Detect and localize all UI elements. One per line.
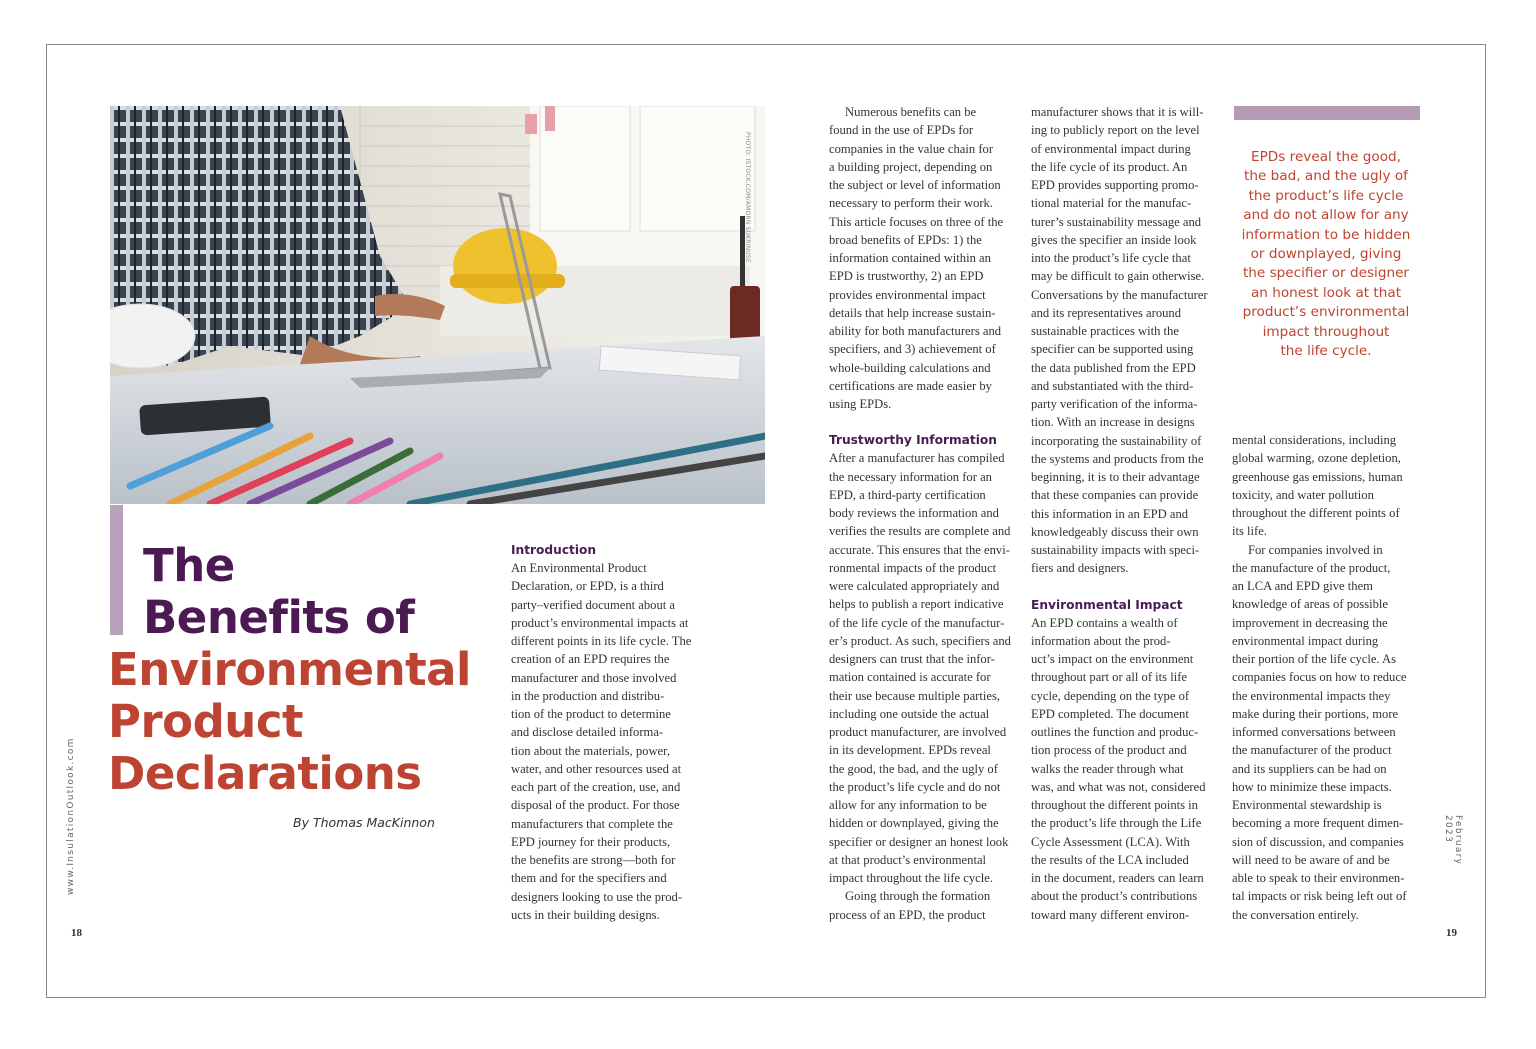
text-line: details that help increase sustain- [829, 305, 996, 320]
text-line: EPD provides supporting promo- [1031, 178, 1199, 192]
title-accent-bar [110, 505, 123, 635]
text-line: disposal of the product. For those [511, 798, 680, 813]
text-line: the necessary information for an [829, 469, 992, 484]
photo-credit: PHOTO: ISTOCK.COM/AMORN SUKRINUSE [744, 132, 751, 263]
text-line: product’s environmental [1242, 304, 1410, 321]
text-line: product manufacturer, are involved [829, 725, 1007, 739]
text-line: fiers and designers. [1031, 561, 1129, 576]
environmental-impact-paragraph [1031, 614, 1226, 924]
text-line: turer’s sustainability message and [1031, 214, 1202, 229]
pullquote-bar [1234, 106, 1420, 120]
text-line: sion of discussion, and companies [1232, 834, 1404, 849]
column-2 [829, 103, 1024, 924]
considerations-paragraph [1232, 431, 1427, 541]
text-line: tion. With an increase in designs [1031, 415, 1195, 430]
text-line: verifies the results are complete and [829, 524, 1011, 539]
text-line: product’s environmental impacts at [511, 615, 689, 630]
heading-trustworthy: Trustworthy Information [829, 433, 997, 448]
text-line: and do not allow for any [1243, 207, 1409, 224]
text-line: a building project, depending on [829, 159, 993, 174]
text-line: broad benefits of EPDs: 1) the [829, 232, 982, 247]
text-line: walks the reader through what [1031, 761, 1184, 776]
text-line: will need to be aware of and be [1232, 852, 1390, 867]
text-line: the subject or level of information [829, 178, 1001, 192]
sidebar-date: February 2023 [1443, 815, 1463, 866]
text-line: toxicity, and water pollution [1232, 487, 1374, 502]
text-line: the conversation entirely. [1232, 907, 1359, 922]
text-line: gives the specifier an inside look [1031, 232, 1197, 247]
text-line: at that product’s environmental [829, 852, 987, 867]
benefits-paragraph [829, 103, 1024, 413]
text-line: outlines the function and produc- [1031, 725, 1199, 739]
text-line: designers looking to use the prod- [511, 889, 683, 904]
text-line: make during their portions, more [1232, 706, 1399, 721]
text-line: tal impacts or risk being left out of [1232, 889, 1407, 904]
text-line: how to minimize these impacts. [1232, 779, 1392, 794]
text-line: the product’s life cycle and do not [829, 779, 1001, 794]
text-line: and substantiated with the third- [1031, 378, 1194, 393]
title-line-1: The [143, 539, 235, 592]
text-line: may be difficult to gain otherwise. [1031, 269, 1205, 284]
text-line: ing to publicly report on the level [1031, 123, 1200, 138]
title-line-5: Declarations [108, 747, 422, 800]
text-line: throughout the different points of [1232, 506, 1400, 520]
text-line: creation of an EPD requires the [511, 652, 670, 667]
text-line: cycle, depending on the type of [1031, 688, 1190, 703]
text-line: specifier can be supported using [1031, 342, 1194, 357]
text-line: EPDs reveal the good, [1251, 149, 1401, 165]
text-line: using EPDs. [829, 397, 892, 411]
text-line: that these companies can provide [1031, 488, 1199, 503]
text-line: specifier or designer an honest look [829, 834, 1009, 849]
text-line: hidden or downplayed, giving the [829, 816, 999, 831]
text-line: sustainability impacts with speci- [1031, 543, 1200, 557]
text-line: each part of the creation, use, and [511, 780, 681, 794]
text-line: an LCA and EPD give them [1232, 579, 1373, 593]
text-line: process of an EPD, the product [829, 907, 986, 922]
column-1 [511, 541, 706, 924]
text-line: in its development. EPDs reveal [829, 743, 991, 758]
byline: By Thomas MacKinnon [293, 815, 435, 830]
text-line: knowledge of areas of possible [1232, 597, 1388, 612]
text-line: the data published from the EPD [1031, 360, 1196, 375]
text-line: the good, the bad, and the ugly of [829, 761, 998, 776]
text-line: toward many different environ- [1031, 907, 1190, 922]
heading-introduction: Introduction [511, 543, 597, 557]
text-line: EPD completed. The document [1031, 706, 1189, 721]
pullquote [1232, 148, 1420, 361]
text-line: and its suppliers can be had on [1232, 761, 1387, 776]
page-number-left: 18 [71, 927, 82, 939]
text-line: companies focus on how to reduce [1232, 670, 1407, 685]
text-line: EPD journey for their products, [511, 834, 671, 849]
text-line: incorporating the sustainability of [1031, 433, 1202, 448]
text-line: er’s product. As such, specifiers and [829, 633, 1011, 648]
text-line: different points in its life cycle. The [511, 634, 692, 648]
text-line: in the document, readers can learn [1031, 871, 1204, 885]
text-line: throughout part or all of its life [1031, 670, 1187, 685]
text-line: information about the prod- [1031, 633, 1171, 648]
text-line: provides environmental impact [829, 287, 986, 302]
text-line: designers can trust that the infor- [829, 652, 995, 666]
promotion-paragraph [1031, 103, 1226, 578]
text-line: ucts in their building designs. [511, 907, 660, 922]
title-line-3: Environmental [108, 643, 471, 696]
text-line: knowledgeably discuss their own [1031, 524, 1199, 539]
text-line: After a manufacturer has compiled [829, 451, 1005, 466]
text-line: the product’s life through the Life [1031, 816, 1202, 831]
text-line: Environmental stewardship is [1232, 798, 1382, 812]
text-line: becoming a more frequent dimen- [1232, 816, 1404, 831]
text-line: tional material for the manufac- [1031, 196, 1192, 211]
text-line: the systems and products from the [1031, 451, 1204, 466]
text-line: manufacturer shows that it is will- [1031, 105, 1204, 119]
text-line: party verification of the informa- [1031, 397, 1198, 411]
text-line: body reviews the information and [829, 506, 999, 520]
text-line: allow for any information to be [829, 798, 987, 812]
text-line: their portion of the life cycle. As [1232, 652, 1397, 666]
text-line: informed conversations between [1232, 725, 1396, 739]
text-line: and disclose detailed informa- [511, 725, 664, 740]
text-line: mental considerations, including [1232, 433, 1397, 447]
text-line: its life. [1232, 524, 1267, 539]
hero-photo-illustration [110, 106, 765, 504]
text-line: party–verified document about a [511, 597, 676, 612]
text-line: an honest look at that [1250, 284, 1402, 301]
text-line: them and for the specifiers and [511, 871, 667, 886]
text-line: EPD is trustworthy, 2) an EPD [829, 269, 984, 284]
page-number-right: 19 [1446, 927, 1457, 939]
text-line: in the production and distribu- [511, 688, 665, 703]
text-line: ronmental impacts of the product [829, 560, 997, 575]
text-line: accurate. This ensures that the envi- [829, 542, 1010, 557]
text-line: the manufacture of the product, [1232, 560, 1391, 575]
text-line: tion process of the product and [1031, 743, 1187, 758]
trustworthy-paragraph [829, 449, 1024, 887]
text-line: the benefits are strong—both for [511, 853, 676, 867]
text-line: was, and what was not, considered [1031, 779, 1206, 794]
text-line: the environmental impacts they [1232, 688, 1391, 703]
text-line: about the product’s contributions [1031, 889, 1198, 904]
text-line: mation contained is accurate for [829, 670, 991, 685]
text-line: this information in an EPD and [1031, 506, 1189, 521]
text-line: throughout the different points in [1031, 798, 1198, 812]
text-line: and its representatives around [1031, 305, 1182, 320]
text-line: manufacturers that complete the [511, 816, 673, 831]
text-line: information to be hidden [1241, 226, 1411, 243]
text-line: improvement in decreasing the [1232, 615, 1388, 630]
text-line: the product’s life cycle [1248, 187, 1404, 204]
text-line: manufacturer and those involved [511, 670, 677, 685]
text-line: including one outside the actual [829, 706, 990, 721]
text-line: For companies involved in [1248, 542, 1383, 557]
text-line: ability for both manufacturers and [829, 324, 1002, 338]
formation-paragraph [829, 887, 1024, 924]
text-line: the bad, and the ugly of [1244, 168, 1408, 185]
heading-environmental-impact: Environmental Impact [1031, 597, 1183, 612]
text-line: the life cycle. [1280, 343, 1372, 360]
title-line-4: Product [108, 695, 304, 748]
text-line: Declaration, or EPD, is a third [511, 579, 664, 594]
text-line: whole-building calculations and [829, 360, 991, 375]
text-line: An Environmental Product [511, 561, 647, 575]
text-line: impact throughout [1262, 323, 1390, 340]
text-line: of environmental impact during [1031, 141, 1191, 156]
text-line: Conversations by the manufacturer [1031, 287, 1208, 302]
text-line: were calculated appropriately and [829, 579, 1000, 593]
text-line: the specifier or designer [1242, 265, 1410, 282]
text-line: specifiers, and 3) achievement of [829, 342, 996, 357]
text-line: or downplayed, giving [1250, 246, 1402, 263]
companies-paragraph [1232, 541, 1427, 924]
hero-photo [110, 106, 765, 504]
text-line: greenhouse gas emissions, human [1232, 469, 1403, 484]
text-line: helps to publish a report indicative [829, 597, 1004, 612]
text-line: EPD, a third-party certification [829, 487, 986, 502]
text-line: information contained within an [829, 251, 991, 265]
text-line: global warming, ozone depletion, [1232, 451, 1401, 466]
text-line: the manufacturer of the product [1232, 743, 1392, 758]
text-line: the life cycle of its product. An [1031, 159, 1188, 174]
column-4 [1232, 431, 1427, 924]
text-line: necessary to perform their work. [829, 196, 994, 211]
text-line: Numerous benefits can be [845, 105, 977, 119]
text-line: certifications are made easier by [829, 378, 992, 393]
text-line: Cycle Assessment (LCA). With [1031, 834, 1190, 849]
text-line: the results of the LCA included [1031, 852, 1189, 867]
text-line: environmental impact during [1232, 633, 1379, 648]
text-line: of the life cycle of the manufactur- [829, 615, 1005, 630]
text-line: tion of the product to determine [511, 707, 671, 721]
text-line: able to speak to their environmen- [1232, 871, 1405, 885]
text-line: impact throughout the life cycle. [829, 871, 994, 885]
text-line: An EPD contains a wealth of [1031, 615, 1178, 630]
text-line: found in the use of EPDs for [829, 123, 974, 138]
text-line: water, and other resources used at [511, 761, 682, 776]
text-line: beginning, it is to their advantage [1031, 470, 1200, 484]
text-line: their use because multiple parties, [829, 688, 1001, 703]
text-line: sustainable practices with the [1031, 324, 1179, 338]
text-line: Going through the formation [845, 889, 991, 904]
text-line: tion about the materials, power, [511, 743, 670, 758]
text-line: This article focuses on three of the [829, 214, 1004, 229]
text-line: uct’s impact on the environment [1031, 652, 1194, 666]
text-line: into the product’s life cycle that [1031, 251, 1191, 265]
column-3 [1031, 103, 1226, 924]
sidebar-url: www.InsulationOutlook.com [66, 737, 76, 895]
text-line: companies in the value chain for [829, 141, 994, 156]
title-line-2: Benefits of [143, 591, 415, 644]
intro-paragraph [511, 559, 706, 924]
